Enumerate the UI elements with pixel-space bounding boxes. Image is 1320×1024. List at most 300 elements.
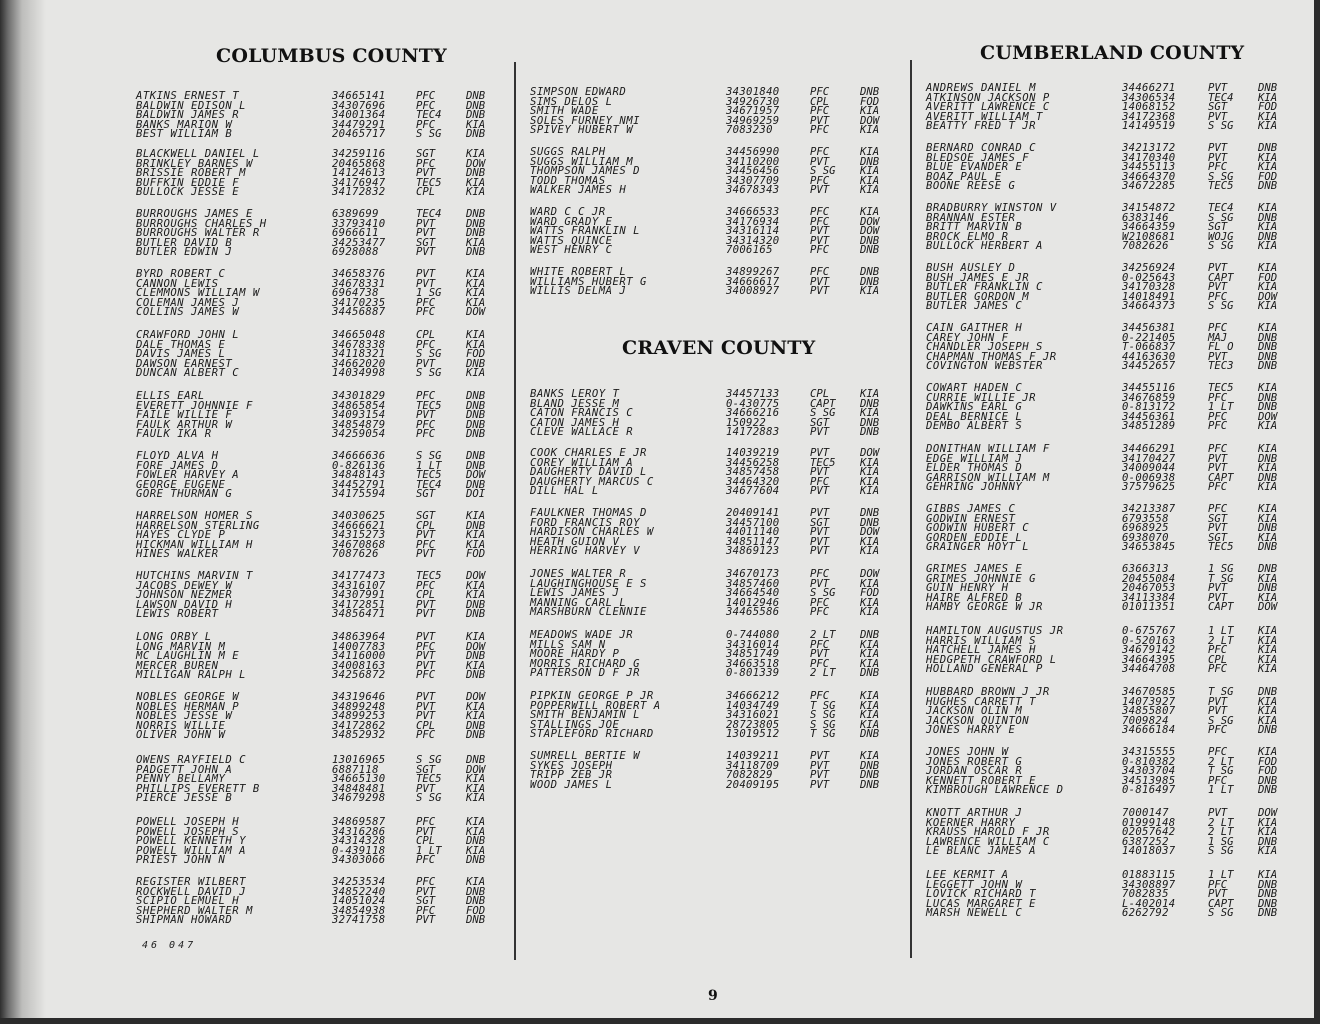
- entry-serial-number: 6966611: [332, 227, 379, 240]
- entry-status: KIA: [1258, 531, 1278, 544]
- entry-name: LUCAS MARGARET E: [926, 897, 1037, 910]
- county-title-columbus: COLUMBUS COUNTY: [216, 45, 447, 67]
- entry-name: EVERETT JOHNNIE F: [136, 399, 253, 412]
- casualty-entry: [926, 182, 1296, 192]
- entry-name: GEORGE EUGENE: [136, 478, 226, 491]
- entry-rank: PFC: [1208, 391, 1228, 404]
- entry-status: KIA: [860, 105, 880, 118]
- entry-group: [926, 627, 1296, 675]
- entry-rank: SGT: [1208, 101, 1228, 114]
- entry-name: PENNY BELLAMY: [136, 773, 226, 786]
- entry-rank: S SG: [1208, 170, 1234, 183]
- entry-rank: PFC: [416, 338, 436, 351]
- entry-serial-number: 34256924: [1122, 262, 1176, 274]
- entry-name: SIMS DELOS L: [530, 95, 613, 108]
- entry-status: DNB: [1258, 774, 1278, 787]
- entry-status: DNB: [1258, 142, 1278, 154]
- entry-serial-number: 34455113: [1122, 161, 1176, 174]
- entry-rank: PVT: [416, 659, 436, 672]
- entry-name: PRIEST JOHN N: [136, 854, 226, 867]
- entry-serial-number: 34662020: [332, 357, 386, 370]
- entry-status: DNB: [466, 90, 486, 102]
- entry-status: DNB: [860, 416, 880, 429]
- entry-name: WATTS FRANKLIN L: [530, 225, 641, 238]
- entry-name: HAYES CLYDE P: [136, 529, 226, 542]
- entry-rank: SGT: [1208, 221, 1228, 234]
- entry-name: REGISTER WILBERT: [136, 876, 247, 888]
- entry-rank: PFC: [416, 118, 436, 131]
- casualty-entry: [926, 302, 1296, 312]
- casualty-entry: [136, 794, 506, 804]
- entry-serial-number: 6938070: [1122, 531, 1169, 544]
- entry-rank: PFC: [810, 215, 830, 228]
- entry-name: PHILLIPS EVERETT B: [136, 782, 260, 795]
- entry-name: BROCK ELMO R: [926, 230, 1009, 243]
- entry-status: KIA: [1258, 443, 1278, 455]
- entry-name: TODD THOMAS: [530, 174, 606, 187]
- entry-status: DNB: [860, 397, 880, 410]
- entry-rank: PFC: [1208, 322, 1228, 334]
- entry-name: FAULK ARTHUR W: [136, 418, 233, 431]
- entry-rank: PFC: [416, 669, 436, 682]
- entry-status: DNB: [466, 719, 486, 732]
- casualty-entry: [926, 543, 1296, 553]
- casualty-entry: [136, 369, 506, 379]
- entry-name: KRAUSS HAROLD F JR: [926, 826, 1050, 839]
- entry-rank: PFC: [416, 579, 436, 592]
- entry-rank: PFC: [416, 816, 436, 828]
- entry-name: FAULK IKA R: [136, 428, 212, 441]
- entry-rank: PFC: [1208, 443, 1228, 455]
- entry-group: [136, 392, 506, 440]
- entry-status: DNB: [1258, 907, 1278, 920]
- entry-status: KIA: [1258, 826, 1278, 839]
- entry-rank: PVT: [810, 114, 830, 127]
- entry-name: BLUE EVANDER E: [926, 161, 1023, 174]
- entry-status: KIA: [466, 176, 486, 189]
- entry-rank: SGT: [416, 148, 436, 160]
- entry-status: FOD: [1258, 765, 1278, 778]
- entry-name: DEMBO ALBERT S: [926, 420, 1023, 433]
- entry-status: DNB: [466, 399, 486, 412]
- entry-rank: SGT: [416, 895, 436, 908]
- entry-serial-number: 7000147: [1122, 807, 1169, 819]
- entry-name: PADGETT JOHN A: [136, 763, 233, 776]
- entry-serial-number: 0-006938: [1122, 471, 1176, 484]
- entry-name: POWELL WILLIAM A: [136, 844, 247, 857]
- entry-status: DNB: [1258, 897, 1278, 910]
- entry-rank: 1 LT: [1208, 869, 1234, 881]
- entry-serial-number: 34314320: [726, 234, 780, 247]
- entry-name: JONES WALTER R: [530, 568, 627, 580]
- entry-rank: S SG: [416, 128, 442, 141]
- entry-status: KIA: [466, 338, 486, 351]
- entry-group: [530, 509, 900, 557]
- entry-rank: PVT: [416, 914, 436, 927]
- entry-status: DNB: [466, 914, 486, 927]
- entry-serial-number: 14124613: [332, 167, 386, 180]
- entry-status: DNB: [860, 507, 880, 519]
- entry-name: LOVICK RICHARD T: [926, 888, 1037, 901]
- entry-serial-number: 34851147: [726, 535, 780, 548]
- entry-rank: PVT: [416, 246, 436, 259]
- entry-rank: TEC5: [1208, 382, 1234, 394]
- entry-serial-number: 0-221405: [1122, 331, 1176, 344]
- entry-rank: S SG: [416, 450, 442, 462]
- entry-rank: T SG: [1208, 765, 1234, 778]
- entry-rank: PVT: [1208, 591, 1228, 604]
- entry-status: KIA: [860, 657, 880, 670]
- entry-serial-number: 34664370: [1122, 170, 1176, 183]
- entry-group: [136, 756, 506, 804]
- entry-rank: PFC: [810, 606, 830, 619]
- entry-status: KIA: [1258, 653, 1278, 666]
- entry-rank: PVT: [810, 275, 830, 288]
- entry-name: BERNARD CONRAD C: [926, 142, 1037, 154]
- entry-status: DNB: [466, 418, 486, 431]
- entry-name: MILLS SAM N: [530, 638, 606, 651]
- entry-rank: PVT: [1208, 705, 1228, 718]
- entry-serial-number: 34176934: [726, 215, 780, 228]
- entry-status: KIA: [860, 535, 880, 548]
- entry-serial-number: 02057642: [1122, 826, 1176, 839]
- casualty-entry: [926, 422, 1296, 432]
- entry-rank: SGT: [416, 763, 436, 776]
- entry-status: FOD: [466, 548, 486, 561]
- entry-serial-number: 34316107: [332, 579, 386, 592]
- entry-serial-number: 34672285: [1122, 180, 1176, 193]
- entry-status: DNB: [860, 759, 880, 772]
- entry-rank: PVT: [416, 650, 436, 663]
- entry-rank: 1 LT: [1208, 401, 1234, 414]
- entry-name: JOHNSON NEZMER: [136, 589, 233, 602]
- entry-rank: PFC: [810, 690, 830, 702]
- entry-serial-number: 34678331: [332, 277, 386, 290]
- entry-serial-number: 34456990: [726, 146, 780, 158]
- entry-name: LONG ORBY L: [136, 631, 212, 643]
- entry-serial-number: 34857460: [726, 577, 780, 590]
- entry-status: KIA: [466, 631, 486, 643]
- entry-rank: SGT: [1208, 512, 1228, 525]
- entry-rank: S SG: [1208, 714, 1234, 727]
- entry-name: COREY WILLIAM A: [530, 456, 634, 469]
- entry-rank: PVT: [810, 234, 830, 247]
- entry-name: DAWSON EARNEST: [136, 357, 233, 370]
- entry-status: DOW: [466, 570, 486, 582]
- entry-rank: PVT: [416, 700, 436, 713]
- entry-serial-number: 34452791: [332, 478, 386, 491]
- entry-name: TRIPP ZEB JR: [530, 769, 613, 782]
- entry-status: DNB: [466, 409, 486, 422]
- entry-status: KIA: [1258, 845, 1278, 858]
- entry-rank: PFC: [416, 90, 436, 102]
- entry-serial-number: 34855807: [1122, 705, 1176, 718]
- entry-name: HOLLAND GENERAL P: [926, 663, 1043, 676]
- entry-rank: CPL: [416, 519, 436, 532]
- entry-rank: PVT: [810, 778, 830, 791]
- entry-status: DNB: [860, 266, 880, 278]
- entry-status: DNB: [1258, 180, 1278, 193]
- entry-group: [136, 633, 506, 681]
- entry-name: CAIN GAITHER H: [926, 322, 1023, 334]
- entry-status: FOD: [1258, 755, 1278, 768]
- entry-serial-number: 34113384: [1122, 591, 1176, 604]
- entry-serial-number: 34303066: [332, 854, 386, 867]
- entry-name: BRINKLEY BARNES W: [136, 157, 253, 170]
- entry-name: BOAZ PAUL E: [926, 170, 1002, 183]
- entry-name: JACKSON QUINTON: [926, 714, 1030, 727]
- entry-rank: PVT: [416, 631, 436, 643]
- entry-serial-number: 34301840: [726, 86, 780, 98]
- entry-group: [926, 84, 1296, 132]
- entry-group: [926, 204, 1296, 252]
- entry-rank: T SG: [810, 699, 836, 712]
- entry-status: KIA: [466, 782, 486, 795]
- entry-name: LAUGHINGHOUSE E S: [530, 577, 647, 590]
- entry-rank: CPL: [810, 388, 830, 400]
- entry-rank: T SG: [810, 728, 836, 741]
- entry-status: DNB: [466, 885, 486, 898]
- entry-serial-number: 34253534: [332, 876, 386, 888]
- entry-rank: PVT: [1208, 281, 1228, 294]
- entry-name: CLEMMONS WILLIAM W: [136, 287, 260, 300]
- entry-rank: 2 LT: [810, 667, 836, 680]
- entry-rank: PFC: [810, 174, 830, 187]
- entry-name: GORE THURMAN G: [136, 488, 233, 501]
- entry-serial-number: 14034749: [726, 699, 780, 712]
- entry-rank: PFC: [416, 296, 436, 309]
- entry-name: THOMPSON JAMES D: [530, 165, 641, 178]
- entry-status: DNB: [466, 167, 486, 180]
- entry-name: MARSH NEWELL C: [926, 907, 1023, 920]
- entry-serial-number: 34315555: [1122, 746, 1176, 758]
- entry-status: DNB: [466, 450, 486, 462]
- entry-rank: PFC: [1208, 878, 1228, 891]
- entry-status: KIA: [466, 844, 486, 857]
- entry-name: WILLIAMS HUBERT G: [530, 275, 647, 288]
- entry-rank: 1 LT: [1208, 784, 1234, 797]
- entry-serial-number: 20465717: [332, 128, 386, 141]
- casualty-entry: [136, 188, 506, 198]
- entry-serial-number: 34457100: [726, 516, 780, 529]
- entry-name: JONES ROBERT G: [926, 755, 1023, 768]
- entry-name: LAWRENCE WILLIAM C: [926, 835, 1050, 848]
- entry-rank: PFC: [810, 124, 830, 137]
- entry-name: HUBBARD BROWN J JR: [926, 686, 1050, 698]
- entry-serial-number: 6964738: [332, 287, 379, 300]
- entry-rank: PFC: [1208, 290, 1228, 303]
- entry-rank: S SG: [810, 709, 836, 722]
- entry-name: BUFFKIN EDDIE F: [136, 176, 240, 189]
- casualty-entry: [136, 610, 506, 620]
- entry-serial-number: 14034998: [332, 367, 386, 380]
- entry-status: DOW: [1258, 601, 1278, 614]
- entry-status: DOI: [466, 488, 486, 501]
- entry-rank: PFC: [810, 206, 830, 218]
- entry-status: KIA: [1258, 462, 1278, 475]
- entry-status: KIA: [860, 165, 880, 178]
- entry-name: SIMPSON EDWARD: [530, 86, 627, 98]
- entry-rank: CAPT: [1208, 471, 1234, 484]
- entry-status: KIA: [466, 510, 486, 522]
- entry-name: MILLIGAN RALPH L: [136, 669, 247, 682]
- entry-status: DNB: [466, 99, 486, 112]
- entry-status: DNB: [466, 217, 486, 230]
- entry-name: SHIPMAN HOWARD: [136, 914, 233, 927]
- entry-name: BUTLER DAVID B: [136, 236, 233, 249]
- entry-status: DNB: [466, 519, 486, 532]
- column-divider-left: [514, 62, 516, 960]
- column-divider-right: [910, 60, 912, 958]
- entry-serial-number: 34899267: [726, 266, 780, 278]
- entry-serial-number: 34008927: [726, 285, 780, 298]
- entry-name: BRADBURRY WINSTON V: [926, 202, 1057, 214]
- entry-name: BALDWIN JAMES R: [136, 109, 240, 122]
- entry-rank: PFC: [1208, 420, 1228, 433]
- entry-rank: TEC4: [1208, 202, 1234, 214]
- entry-status: KIA: [1258, 869, 1278, 881]
- entry-serial-number: 14007783: [332, 640, 386, 653]
- entry-name: BUTLER JAMES C: [926, 300, 1023, 313]
- entry-serial-number: 34177473: [332, 570, 386, 582]
- entry-serial-number: 34670868: [332, 538, 386, 551]
- entry-serial-number: 34009044: [1122, 462, 1176, 475]
- entry-rank: PFC: [416, 904, 436, 917]
- entry-status: DNB: [1258, 331, 1278, 344]
- entry-name: WOOD JAMES L: [530, 778, 613, 791]
- entry-status: DNB: [466, 428, 486, 441]
- entry-name: BUTLER FRANKLIN C: [926, 281, 1043, 294]
- entry-group: [136, 452, 506, 500]
- entry-rank: PVT: [810, 577, 830, 590]
- entry-serial-number: 34456258: [726, 456, 780, 469]
- entry-serial-number: 34172851: [332, 598, 386, 611]
- entry-status: KIA: [1258, 695, 1278, 708]
- entry-status: KIA: [466, 773, 486, 786]
- entry-rank: PVT: [810, 447, 830, 459]
- casualty-entry: [530, 669, 900, 679]
- entry-rank: 1 SG: [416, 287, 442, 300]
- entry-status: DOW: [860, 526, 880, 539]
- entry-serial-number: 6793558: [1122, 512, 1169, 525]
- entry-status: KIA: [860, 596, 880, 609]
- entry-status: FOD: [860, 587, 880, 600]
- entry-serial-number: 14149519: [1122, 120, 1176, 133]
- entry-name: BOONE REESE G: [926, 180, 1016, 193]
- entry-name: HEDGPETH CRAWFORD L: [926, 653, 1057, 666]
- entry-serial-number: 34666617: [726, 275, 780, 288]
- entry-status: KIA: [1258, 816, 1278, 829]
- entry-status: DOW: [466, 157, 486, 170]
- entry-name: SUGGS WILLIAM M: [530, 155, 634, 168]
- casualty-entry: [136, 550, 506, 560]
- entry-name: HICKMAN WILLIAM H: [136, 538, 253, 551]
- entry-serial-number: 32741758: [332, 914, 386, 927]
- entry-status: DNB: [466, 608, 486, 621]
- entry-status: DOW: [466, 691, 486, 703]
- entry-serial-number: 34665130: [332, 773, 386, 786]
- entry-status: DNB: [1258, 82, 1278, 94]
- entry-rank: PVT: [416, 409, 436, 422]
- casualty-entry: [136, 430, 506, 440]
- entry-rank: 2 LT: [1208, 634, 1234, 647]
- entry-name: DAVIS JAMES L: [136, 348, 226, 361]
- entry-status: DNB: [466, 754, 486, 766]
- entry-rank: PVT: [810, 507, 830, 519]
- entry-name: CANNON LEWIS: [136, 277, 219, 290]
- entry-serial-number: 14068152: [1122, 101, 1176, 114]
- entry-serial-number: 34665141: [332, 90, 386, 102]
- entry-serial-number: 34664540: [726, 587, 780, 600]
- entry-name: COLEMAN JAMES J: [136, 296, 240, 309]
- entry-status: KIA: [860, 124, 880, 137]
- entry-rank: PVT: [810, 184, 830, 197]
- entry-serial-number: 7006165: [726, 244, 773, 257]
- casualty-entry: [530, 186, 900, 196]
- entry-status: DNB: [1258, 724, 1278, 737]
- entry-group: [136, 270, 506, 318]
- entry-name: GODWIN ERNEST: [926, 512, 1016, 525]
- entry-rank: PVT: [416, 710, 436, 723]
- entry-serial-number: 20465868: [332, 157, 386, 170]
- casualty-entry: [926, 603, 1296, 613]
- entry-serial-number: 34118709: [726, 759, 780, 772]
- entry-serial-number: 34170427: [1122, 452, 1176, 465]
- entry-status: DNB: [466, 227, 486, 240]
- entry-rank: PFC: [416, 157, 436, 170]
- casualty-entry: [530, 487, 900, 497]
- entry-rank: PVT: [416, 782, 436, 795]
- entry-rank: PFC: [810, 266, 830, 278]
- entry-name: LEWIS JAMES J: [530, 587, 620, 600]
- entry-name: ATKINSON JACKSON P: [926, 91, 1050, 104]
- entry-serial-number: 34452657: [1122, 360, 1176, 373]
- entry-name: SMITH WADE: [530, 105, 599, 118]
- entry-serial-number: 34001364: [332, 109, 386, 122]
- entry-serial-number: 34679298: [332, 792, 386, 805]
- entry-rank: PFC: [810, 568, 830, 580]
- entry-status: KIA: [860, 285, 880, 298]
- entry-serial-number: 34172862: [332, 719, 386, 732]
- entry-serial-number: 34865854: [332, 399, 386, 412]
- entry-serial-number: 34154872: [1122, 202, 1176, 214]
- entry-status: KIA: [1258, 512, 1278, 525]
- entry-status: DNB: [1258, 522, 1278, 535]
- entry-serial-number: 34455116: [1122, 382, 1176, 394]
- casualty-entry: [530, 608, 900, 618]
- entry-rank: TEC5: [416, 469, 442, 482]
- entry-status: KIA: [860, 206, 880, 218]
- entry-serial-number: 34671957: [726, 105, 780, 118]
- entry-rank: PVT: [1208, 695, 1228, 708]
- entry-name: GARRISON WILLIAM M: [926, 471, 1050, 484]
- entry-name: HARDISON CHARLES W: [530, 526, 654, 539]
- entry-serial-number: 0-810382: [1122, 755, 1176, 768]
- entry-serial-number: 34315273: [332, 529, 386, 542]
- entry-status: DNB: [860, 667, 880, 680]
- entry-name: HARRELSON HOMER S: [136, 510, 253, 522]
- entry-status: DNB: [860, 234, 880, 247]
- entry-name: WEST HENRY C: [530, 244, 613, 257]
- entry-name: ELDER THOMAS D: [926, 462, 1023, 475]
- entry-rank: S SG: [416, 792, 442, 805]
- entry-serial-number: 34677604: [726, 485, 780, 498]
- entry-name: JONES HARRY E: [926, 724, 1016, 737]
- entry-name: PIERCE JESSE B: [136, 792, 233, 805]
- entry-name: POWELL KENNETH Y: [136, 835, 247, 848]
- entry-name: FORE JAMES D: [136, 459, 219, 472]
- entry-group: [926, 809, 1296, 857]
